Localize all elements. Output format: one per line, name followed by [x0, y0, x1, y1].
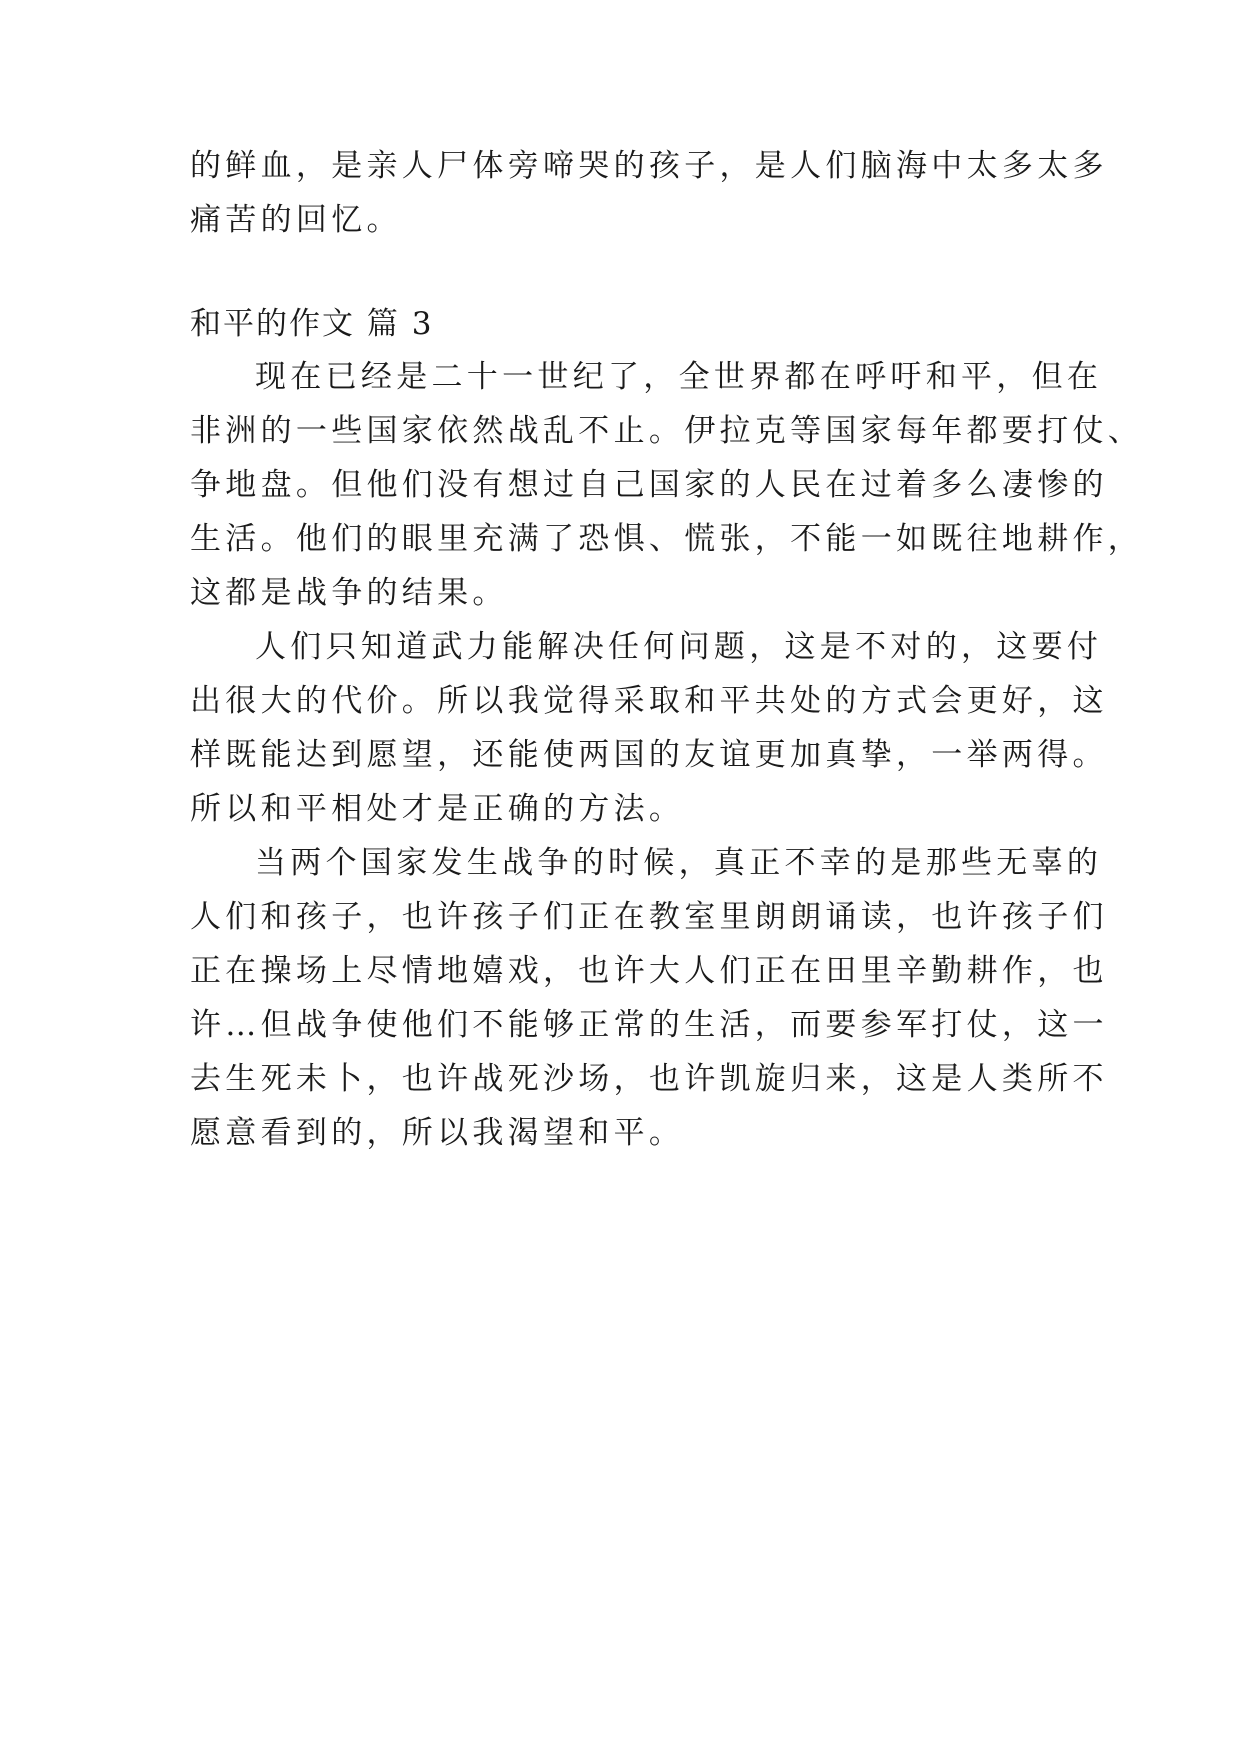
paragraph-3-line-3: 正在操场上尽情地嬉戏，也许大人们正在田里辛勤耕作，也 — [190, 953, 1108, 989]
continuation-line-2: 痛苦的回忆。 — [190, 202, 402, 238]
paragraph-3-line-1: 当两个国家发生战争的时候，真正不幸的是那些无辜的 — [255, 845, 1103, 881]
paragraph-3-line-6: 愿意看到的，所以我渴望和平。 — [190, 1115, 685, 1151]
paragraph-2-line-4: 所以和平相处才是正确的方法。 — [190, 791, 685, 827]
paragraph-1-line-1: 现在已经是二十一世纪了，全世界都在呼吁和平，但在 — [255, 359, 1103, 395]
paragraph-1-line-5: 这都是战争的结果。 — [190, 575, 508, 611]
paragraph-3-line-4: 许…但战争使他们不能够正常的生活，而要参军打仗，这一 — [190, 1007, 1108, 1043]
continuation-line-1: 的鲜血，是亲人尸体旁啼哭的孩子，是人们脑海中太多太多 — [190, 148, 1108, 184]
paragraph-2-line-3: 样既能达到愿望，还能使两国的友谊更加真挚，一举两得。 — [190, 737, 1108, 773]
paragraph-1-line-3: 争地盘。但他们没有想过自己国家的人民在过着多么凄惨的 — [190, 467, 1108, 503]
paragraph-3-line-2: 人们和孩子，也许孩子们正在教室里朗朗诵读，也许孩子们 — [190, 899, 1108, 935]
paragraph-2-line-1: 人们只知道武力能解决任何问题，这是不对的，这要付 — [255, 629, 1103, 665]
paragraph-1-line-4: 生活。他们的眼里充满了恐惧、慌张，不能一如既往地耕作， — [190, 521, 1144, 557]
paragraph-2-line-2: 出很大的代价。所以我觉得采取和平共处的方式会更好，这 — [190, 683, 1108, 719]
paragraph-1-line-2: 非洲的一些国家依然战乱不止。伊拉克等国家每年都要打仗、 — [190, 413, 1144, 449]
paragraph-3-line-5: 去生死未卜，也许战死沙场，也许凯旋归来，这是人类所不 — [190, 1061, 1108, 1097]
section-title: 和平的作文 篇 3 — [190, 306, 434, 342]
